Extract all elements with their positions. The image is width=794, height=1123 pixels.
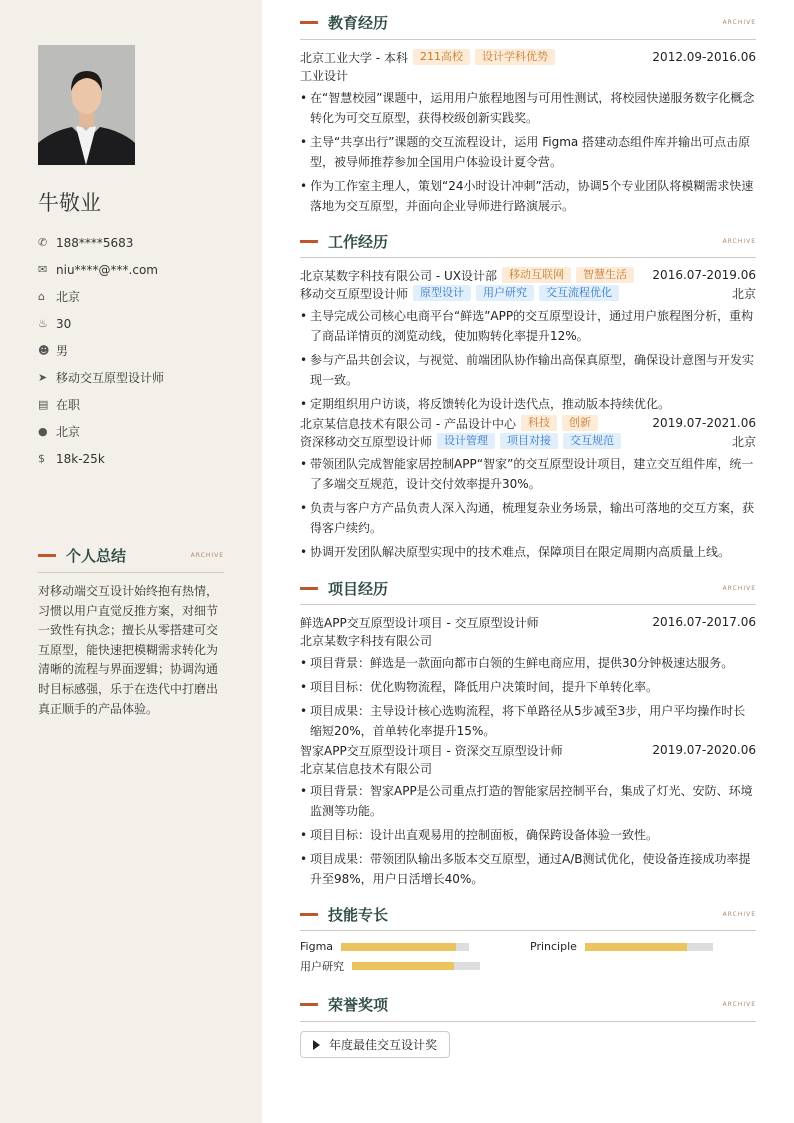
- list-item: • 项目背景：智家APP是公司重点打造的智能家居控制平台，集成了灯光、安防、环境监测等功能。: [300, 784, 753, 818]
- tag: 用户研究: [476, 285, 534, 301]
- skill-figma: Figma: [300, 940, 469, 953]
- project-header: 鲜选APP交互原型设计项目 - 交互原型设计师 2016.07-2017.06: [300, 615, 756, 630]
- project-item: [300, 613, 756, 741]
- major: 工业设计: [300, 68, 349, 83]
- list-item: • 负责与客户方产品负责人深入沟通，梳理复杂业务场景，输出可落地的交互方案，获得客户续约。: [300, 501, 755, 535]
- date: 2016.07-2019.06: [652, 268, 756, 282]
- divider: [300, 930, 756, 931]
- skill-user-research: 用户研究: [300, 958, 480, 974]
- tag: 设计管理: [437, 433, 495, 449]
- job-role: 移动交互原型设计师 原型设计 用户研究 交互流程优化 北京: [300, 286, 756, 301]
- tag: 交互流程优化: [539, 285, 619, 301]
- play-triangle-icon: [313, 1040, 320, 1050]
- work-section: [300, 266, 756, 414]
- tag: 科技: [521, 415, 557, 431]
- tag: 智慧生活: [576, 267, 634, 283]
- divider: [300, 1021, 756, 1022]
- list-item: • 作为工作室主理人，策划“24小时设计冲刺”活动，协调5个专业团队将模糊需求快速落地为交互原型，并面向企业导师进行路演展示。: [300, 179, 754, 213]
- list-item: • 在“智慧校园”课题中，运用用户旅程地图与可用性测试，将校园快递服务数字化概念转化为可交互原型，获得校级创新实践奖。: [300, 91, 755, 125]
- skills-heading: 技能专长 ARCHIVE: [300, 904, 756, 925]
- date: 2016.07-2017.06: [652, 615, 756, 629]
- heading-accent: [300, 913, 318, 916]
- list-item: • 带领团队完成智能家居控制APP“智家”的交互原型设计项目，建立交互组件库，统一了多端交互规范，设计交付效率提升30%。: [300, 457, 754, 491]
- awards-heading: 荣誉奖项 ARCHIVE: [300, 994, 756, 1015]
- info-gender: ☻ 男: [38, 344, 69, 358]
- education-section: [300, 48, 756, 216]
- heading-accent: [300, 240, 318, 243]
- info-position: ➤ 移动交互原型设计师: [38, 371, 165, 385]
- list-item: • 项目目标：设计出直观易用的控制面板，确保跨设备体验一致性。: [300, 828, 659, 842]
- summary-text: 对移动端交互设计始终抱有热情，习惯以用户直觉反推方案，对细节一致性有执念；擅长从零搭建可交互原型，能快速把模糊需求转化为清晰的流程与界面逻辑；协调沟通时目标感强，乐于在迭代中打磨出真正顺手的产品体验。: [38, 584, 219, 716]
- skill-bar: [352, 962, 480, 970]
- tag: 移动互联网: [502, 267, 571, 283]
- tag: 创新: [562, 415, 598, 431]
- heading-accent: [300, 1003, 318, 1006]
- tag: 211高校: [413, 49, 470, 65]
- gender-icon: ☻: [38, 344, 50, 357]
- list-item: • 主导完成公司核心电商平台“鲜选”APP的交互原型设计，通过用户旅程图分析，重构了商品详情页的浏览动线，使加购转化率提升12%。: [300, 309, 754, 343]
- skill-bar-fill: [585, 943, 687, 951]
- heading-accent: [300, 21, 318, 24]
- city: 北京: [731, 434, 756, 449]
- paper-plane-icon: ➤: [38, 371, 48, 384]
- skill-bar-fill: [341, 943, 456, 951]
- tag: 设计学科优势: [475, 49, 555, 65]
- work-section-2: [300, 414, 756, 562]
- heading-accent: [300, 587, 318, 590]
- info-salary: $ 18k-25k: [38, 451, 105, 466]
- phone-icon: ✆: [38, 236, 48, 249]
- list-item: • 项目背景：鲜选是一款面向都市白领的生鲜电商应用，提供30分钟极速达服务。: [300, 656, 734, 670]
- date: 2012.09-2016.06: [652, 50, 756, 64]
- skill-bar-fill: [352, 962, 454, 970]
- tag: 项目对接: [500, 433, 558, 449]
- projects-heading: 项目经历 ARCHIVE: [300, 578, 756, 599]
- skill-bar: [585, 943, 713, 951]
- list-item: • 项目成果：带领团队输出多版本交互原型，通过A/B测试优化，使设备连接成功率提升至98%，用户日活增长40%。: [300, 852, 751, 886]
- info-email: ✉ niu****@***.com: [38, 262, 158, 277]
- info-location: ● 北京: [38, 425, 81, 439]
- location-pin-icon: ●: [38, 425, 48, 438]
- job-header: 北京某信息技术有限公司 - 产品设计中心 科技 创新 2019.07-2021.06: [300, 416, 756, 431]
- candidate-name: 牛敬业: [38, 191, 101, 215]
- tag: 交互规范: [563, 433, 621, 449]
- divider: [300, 257, 756, 258]
- date: 2019.07-2021.06: [652, 416, 756, 430]
- tag: 原型设计: [413, 285, 471, 301]
- project-company: 北京某信息技术有限公司: [300, 761, 433, 776]
- heading-accent: [38, 554, 56, 557]
- info-phone: ✆ 188****5683: [38, 235, 134, 250]
- info-home: ⌂ 北京: [38, 290, 81, 304]
- list-item: • 项目目标：优化购物流程，降低用户决策时间，提升下单转化率。: [300, 680, 659, 694]
- job-header: 北京某数字科技有限公司 - UX设计部 移动互联网 智慧生活 2016.07-2019.06: [300, 268, 756, 283]
- list-item: • 项目成果：主导设计核心选购流程，将下单路径从5步减至3步，用户平均操作时长缩短20%，首单转化率提升15%。: [300, 704, 746, 738]
- cake-icon: ♨: [38, 317, 48, 330]
- skill-bar: [341, 943, 469, 951]
- list-item: • 协调开发团队解决原型实现中的技术难点，保障项目在限定周期内高质量上线。: [300, 545, 731, 559]
- salary-icon: $: [38, 452, 45, 465]
- list-item: • 定期组织用户访谈，将反馈转化为设计迭代点，推动版本持续优化。: [300, 397, 671, 411]
- briefcase-icon: ▤: [38, 398, 49, 411]
- project-item: [300, 741, 756, 889]
- divider: [38, 572, 224, 573]
- city: 北京: [731, 286, 756, 301]
- award-item[interactable]: 年度最佳交互设计奖: [300, 1031, 450, 1058]
- job-role: 资深移动交互原型设计师 设计管理 项目对接 交互规范 北京: [300, 434, 756, 449]
- home-icon: ⌂: [38, 290, 45, 303]
- work-heading: 工作经历 ARCHIVE: [300, 231, 756, 252]
- mail-icon: ✉: [38, 263, 48, 276]
- summary-heading: 个人总结 ARCHIVE: [38, 545, 224, 566]
- sidebar: [0, 0, 262, 1123]
- info-age: ♨ 30: [38, 316, 72, 331]
- info-status: ▤ 在职: [38, 398, 81, 412]
- skill-principle: Principle: [530, 940, 713, 953]
- list-item: • 参与产品共创会议，与视觉、前端团队协作输出高保真原型，确保设计意图与开发实现一致。: [300, 353, 755, 387]
- education-header: 北京工业大学 - 本科 211高校 设计学科优势 2012.09-2016.06: [300, 50, 756, 65]
- divider: [300, 604, 756, 605]
- list-item: • 主导“共享出行”课题的交互流程设计，运用 Figma 搭建动态组件库并输出可点击原型，被导师推荐参加全国用户体验设计夏令营。: [300, 135, 751, 169]
- avatar-photo: [38, 45, 135, 165]
- project-header: 智家APP交互原型设计项目 - 资深交互原型设计师 2019.07-2020.06: [300, 743, 756, 758]
- date: 2019.07-2020.06: [652, 743, 756, 757]
- education-heading: 教育经历 ARCHIVE: [300, 12, 756, 33]
- project-company: 北京某数字科技有限公司: [300, 633, 433, 648]
- divider: [300, 39, 756, 40]
- contact-info: [38, 229, 238, 472]
